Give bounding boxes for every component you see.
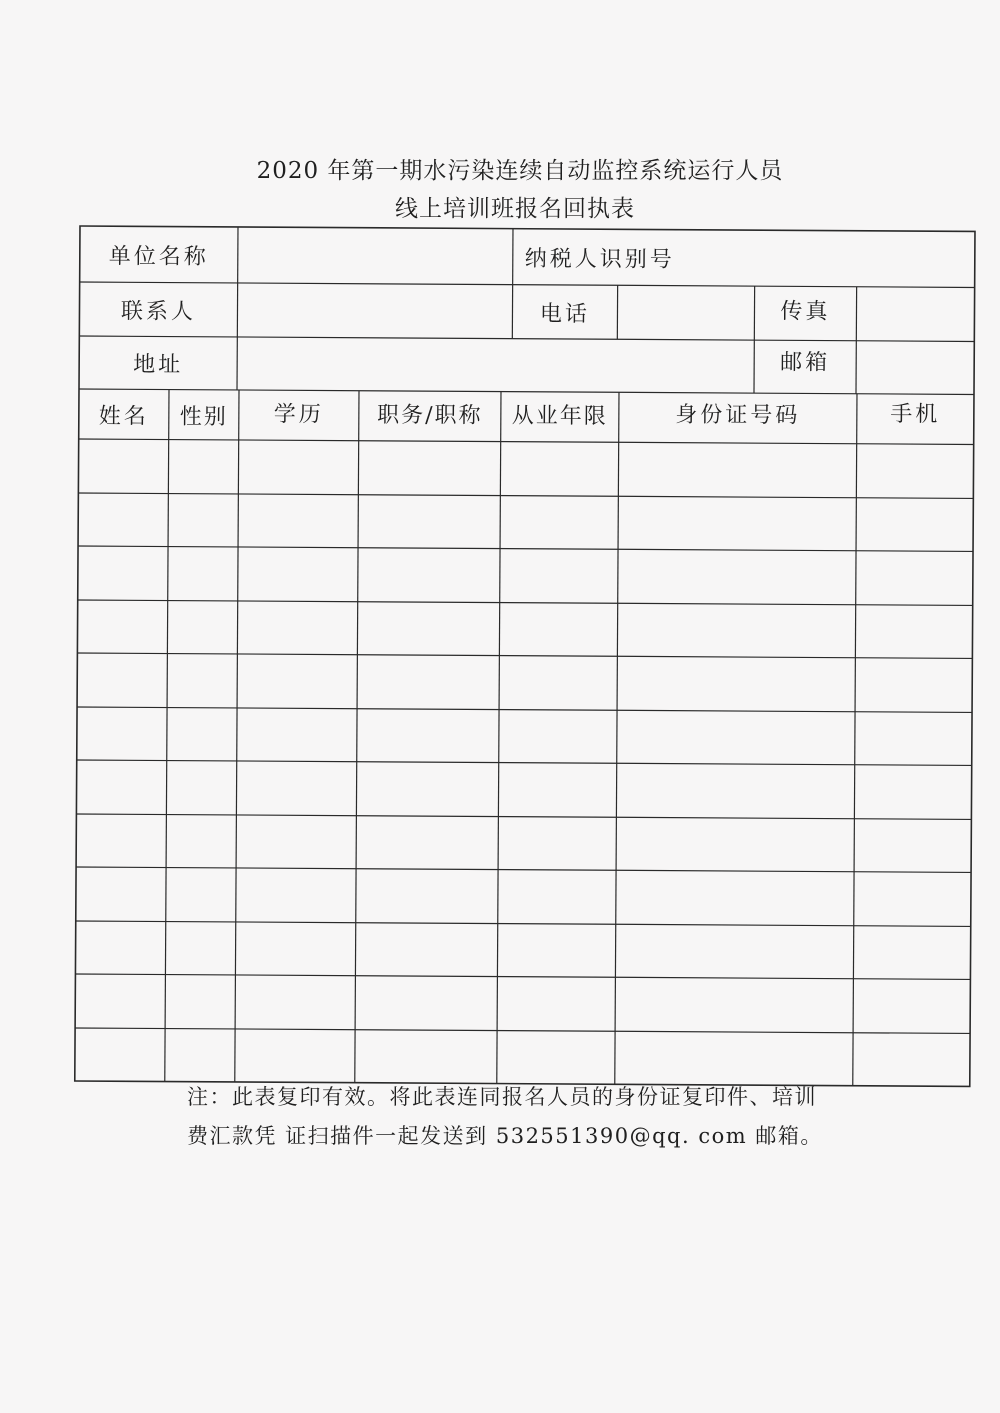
table-cell[interactable]: [617, 603, 855, 657]
table-cell[interactable]: [356, 762, 498, 817]
table-cell[interactable]: [236, 761, 356, 816]
phone-field[interactable]: [617, 285, 754, 340]
table-cell[interactable]: [500, 549, 618, 604]
table-cell[interactable]: [75, 1028, 165, 1082]
column-header-gender: 性别: [179, 404, 228, 430]
table-cell[interactable]: [853, 926, 970, 980]
table-cell[interactable]: [616, 817, 854, 871]
unit-name-field[interactable]: [238, 227, 513, 285]
column-header-position-title: 职务/职称: [377, 402, 483, 428]
table-cell[interactable]: [617, 656, 855, 711]
column-header-name: 姓名: [98, 403, 149, 429]
note-line-2: 费汇款凭 证扫描件一起发送到 532551390@qq. com 邮箱。: [187, 1124, 823, 1148]
registration-table: [75, 226, 975, 1086]
table-cell[interactable]: [618, 549, 856, 604]
contact-field[interactable]: [237, 283, 512, 339]
table-cell[interactable]: [75, 921, 165, 975]
table-cell[interactable]: [166, 815, 236, 868]
table-cell[interactable]: [236, 868, 356, 923]
table-cell[interactable]: [167, 654, 237, 708]
table-cell[interactable]: [357, 655, 499, 710]
table-cell[interactable]: [355, 923, 497, 977]
table-cell[interactable]: [75, 974, 165, 1029]
form-title-line-1: 2020 年第一期水污染连续自动监控系统运行人员: [256, 158, 784, 184]
table-cell[interactable]: [78, 546, 168, 601]
table-cell[interactable]: [616, 870, 854, 925]
table-cell[interactable]: [238, 494, 358, 548]
taxpayer-id-label: 纳税人识别号: [524, 246, 675, 273]
table-cell[interactable]: [168, 547, 238, 601]
table-cell[interactable]: [355, 976, 497, 1031]
table-cell[interactable]: [165, 975, 235, 1029]
table-cell[interactable]: [357, 709, 499, 763]
table-cell[interactable]: [499, 710, 617, 764]
column-header-id-number: 身份证号码: [675, 402, 801, 428]
table-cell[interactable]: [853, 1033, 970, 1087]
table-cell[interactable]: [854, 765, 971, 820]
table-cell[interactable]: [497, 977, 615, 1032]
form-title-line-2: 线上培训班报名回执表: [395, 196, 635, 222]
table-cell[interactable]: [238, 440, 358, 495]
table-cell[interactable]: [235, 922, 355, 976]
table-cell[interactable]: [499, 603, 617, 657]
table-cell[interactable]: [165, 922, 235, 975]
table-cell[interactable]: [167, 708, 237, 761]
table-cell[interactable]: [853, 979, 970, 1034]
email-label: 邮箱: [780, 350, 831, 376]
unit-name-label: 单位名称: [108, 243, 209, 270]
table-cell[interactable]: [358, 495, 500, 549]
table-cell[interactable]: [855, 658, 972, 713]
table-cell[interactable]: [616, 763, 854, 818]
phone-label: 电话: [539, 301, 591, 327]
column-header-mobile: 手机: [890, 401, 941, 427]
table-cell[interactable]: [856, 444, 973, 499]
table-cell[interactable]: [499, 656, 617, 711]
table-cell[interactable]: [498, 870, 616, 925]
table-cell[interactable]: [498, 763, 616, 818]
table-cell[interactable]: [167, 601, 237, 654]
table-cell[interactable]: [500, 496, 618, 550]
table-cell[interactable]: [235, 1029, 355, 1083]
table-cell[interactable]: [235, 975, 355, 1030]
table-cell[interactable]: [358, 548, 500, 603]
table-cell[interactable]: [168, 440, 238, 494]
table-cell[interactable]: [76, 867, 166, 922]
table-cell[interactable]: [77, 707, 167, 761]
table-cell[interactable]: [856, 551, 973, 606]
table-cell[interactable]: [77, 600, 167, 654]
table-cell[interactable]: [500, 442, 618, 497]
table-cell[interactable]: [856, 498, 973, 552]
table-cell[interactable]: [236, 815, 356, 869]
fax-field[interactable]: [856, 287, 974, 342]
note-line-1: 注：此表复印有效。将此表连同报名人员的身份证复印件、培训: [187, 1085, 817, 1109]
table-cell[interactable]: [237, 654, 357, 709]
table-cell[interactable]: [76, 814, 166, 868]
table-cell[interactable]: [358, 441, 500, 496]
contact-label: 联系人: [120, 298, 197, 325]
table-cell[interactable]: [356, 869, 498, 924]
table-cell[interactable]: [617, 710, 855, 764]
table-cell[interactable]: [166, 761, 236, 815]
table-cell[interactable]: [166, 868, 236, 922]
table-cell[interactable]: [618, 442, 856, 497]
table-cell[interactable]: [238, 547, 358, 602]
table-cell[interactable]: [168, 494, 238, 547]
table-cell[interactable]: [854, 819, 971, 873]
table-cell[interactable]: [76, 760, 166, 815]
table-cell[interactable]: [77, 653, 167, 708]
table-cell[interactable]: [615, 977, 853, 1032]
fax-label: 传真: [780, 298, 831, 325]
table-cell[interactable]: [355, 1030, 497, 1084]
table-cell[interactable]: [615, 924, 853, 978]
table-cell[interactable]: [498, 817, 616, 871]
address-label: 地址: [133, 352, 184, 378]
table-cell[interactable]: [615, 1031, 853, 1085]
table-cell[interactable]: [497, 924, 615, 978]
table-cell[interactable]: [854, 872, 971, 927]
table-cell[interactable]: [165, 1029, 235, 1082]
table-cell[interactable]: [357, 602, 499, 656]
table-cell[interactable]: [618, 496, 856, 550]
table-cell[interactable]: [855, 712, 972, 766]
table-cell[interactable]: [356, 816, 498, 870]
table-cell[interactable]: [855, 605, 972, 659]
table-cell[interactable]: [78, 439, 168, 494]
address-field[interactable]: [237, 337, 754, 393]
table-cell[interactable]: [78, 493, 168, 547]
table-cell[interactable]: [237, 601, 357, 655]
table-cell[interactable]: [497, 1031, 615, 1085]
table-cell[interactable]: [237, 708, 357, 762]
column-header-education: 学历: [273, 401, 324, 427]
column-header-years-in-industry: 从业年限: [511, 403, 608, 429]
